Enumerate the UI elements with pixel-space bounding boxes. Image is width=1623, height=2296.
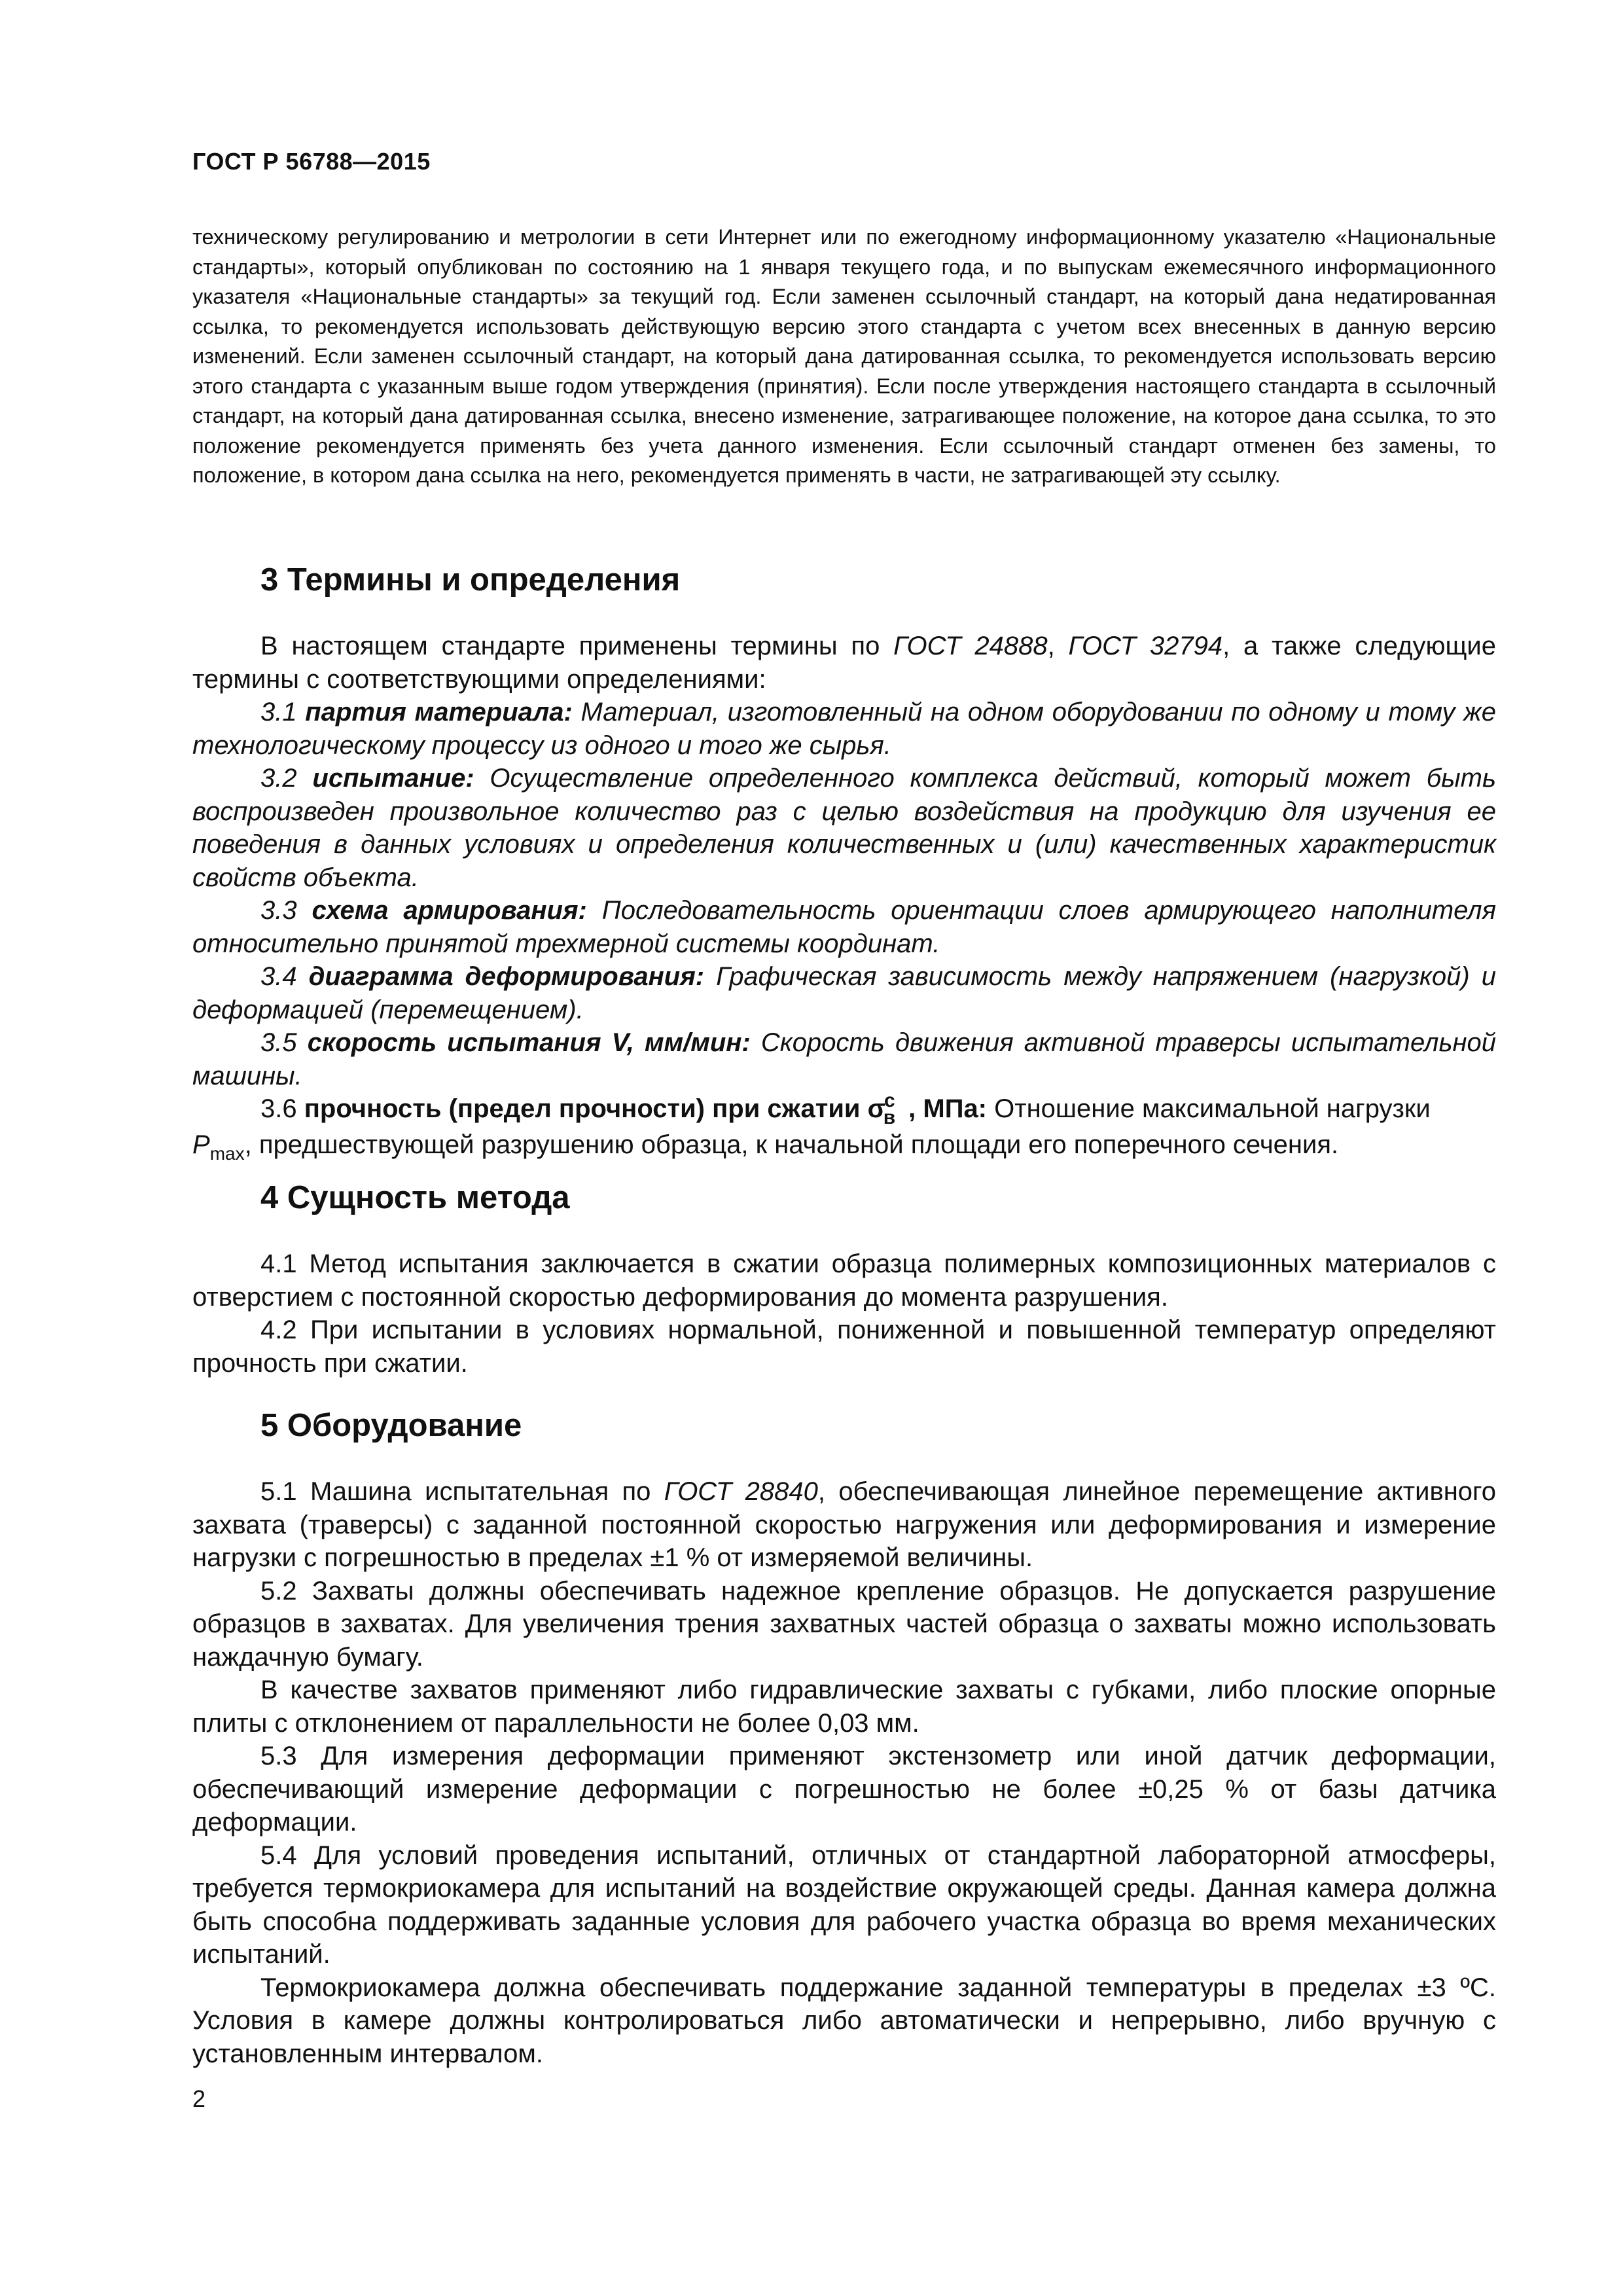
para-4-2: 4.2 При испытании в условиях нормальной, пониженной и повышенной температур определяют прочность при сжатии. (192, 1316, 1496, 1378)
section-terms (192, 560, 1496, 1170)
section-5-title: 5 Оборудование (260, 1408, 522, 1443)
term-3-6: 3.6 прочность (предел прочности) при сжатии $\sigma^с_в$ , МПа: Отношение максимальной нагрузки $P_{max}$, предшествующей разрушению образца, к начальной площади его поперечного сечения. (192, 1090, 1431, 1164)
section-3-title: 3 Термины и определения (260, 562, 681, 598)
sigma-symbol: $\sigma^с_в$ (867, 1090, 896, 1128)
term-3-3: 3.3 схема армирования: Последовательность ориентации слоев армирующего наполнителя относительно принятой трехмерной системы координат. (192, 896, 1496, 958)
section-method (192, 1178, 1496, 1380)
ref-gost-28840: ГОСТ 28840 (664, 1477, 818, 1506)
section-equipment (192, 1406, 1496, 2070)
document-header: ГОСТ Р 56788—2015 (192, 148, 431, 175)
para-5-4: 5.4 Для условий проведения испытаний, отличных от стандартной лабораторной атмосферы, требуется термокриокамера для испытаний на воздействие окружающей среды. Данная камера должна быть способна поддерживать заданные условия для рабочего участка образца во время механических испытаний. (192, 1840, 1496, 1969)
term-3-5: 3.5 скорость испытания V, мм/мин: Скорость движения активной траверсы испытательной машины. (192, 1028, 1496, 1090)
section-3-lead: В настоящем стандарте применены термины по ГОСТ 24888, ГОСТ 32794, а также следующие термины с соответствующими определениями: (192, 632, 1496, 694)
intro-paragraph (192, 223, 1496, 491)
para-4-1: 4.1 Метод испытания заключается в сжатии образца полимерных композиционных материалов с отверстием с постоянной скоростью деформирования до момента разрушения. (192, 1249, 1496, 1312)
page-number: 2 (192, 2085, 206, 2112)
para-5-1: 5.1 Машина испытательная по ГОСТ 28840, обеспечивающая линейное перемещение активного захвата (траверсы) с заданной постоянной скоростью нагружения или деформирования и измерение нагрузки с погрешностью в пределах ±1 % от измеряемой величины. (192, 1477, 1496, 1572)
ref-gost-32794: ГОСТ 32794 (1068, 632, 1223, 660)
para-5-2: 5.2 Захваты должны обеспечивать надежное крепление образцов. Не допускается разрушение образцов в захватах. Для увеличения трения захватных частей образца о захваты можно использовать наждачную бумагу. (192, 1576, 1496, 1672)
term-3-2: 3.2 испытание: Осуществление определенного комплекса действий, который может быть воспроизведен произвольное количество раз с целью воздействия на продукцию для изучения ее поведения в данных условиях и определения количественных и (или) качественных характеристик свойств объекта. (192, 764, 1496, 892)
para-5-3: 5.3 Для измерения деформации применяют экстензометр или иной датчик деформации, обеспечивающий измерение деформации с погрешностью не более ±0,25 % от базы датчика деформации. (192, 1742, 1496, 1837)
para-5-2-grips: В качестве захватов применяют либо гидравлические захваты с губками, либо плоские опорные плиты с отклонением от параллельности не более 0,03 мм. (192, 1676, 1496, 1738)
term-3-4: 3.4 диаграмма деформирования: Графическая зависимость между напряжением (нагрузкой) и деформацией (перемещением). (192, 962, 1496, 1024)
para-5-4-chamber: Термокриокамера должна обеспечивать поддержание заданной температуры в пределах ±3 ºС. Условия в камере должны контролироваться либо автоматически и непрерывно, либо вручную с установленным интервалом. (192, 1973, 1496, 2068)
ref-gost-24888: ГОСТ 24888 (893, 632, 1048, 660)
section-4-title: 4 Сущность метода (260, 1180, 570, 1215)
intro-text: техническому регулированию и метрологии в сети Интернет или по ежегодному информационному указателю «Национальные стандарты», который опубликован по состоянию на 1 января текущего года, и по выпускам ежемесячного информационного указателя «Национальные стандарты» за текущий год. Если заменен ссылочный стандарт, на который дана недатированная ссылка, то рекомендуется использовать действующую версию этого стандарта с учетом всех внесенных в данную версию изменений. Если заменен ссылочный стандарт, на который дана датированная ссылка, то рекомендуется использовать версию этого стандарта с указанным выше годом утверждения (принятия). Если после утверждения настоящего стандарта в ссылочный стандарт, на который дана датированная ссылка, внесено изменение, затрагивающее положение, на которое дана ссылка, то это положение рекомендуется применять без учета данного изменения. Если ссылочный стандарт отменен без замены, то положение, в котором дана ссылка на него, рекомендуется применять в части, не затрагивающей эту ссылку. (192, 225, 1496, 487)
term-3-1: 3.1 партия материала: Материал, изготовленный на одном оборудовании по одному и тому же технологическому процессу из одного и того же сырья. (192, 698, 1496, 760)
